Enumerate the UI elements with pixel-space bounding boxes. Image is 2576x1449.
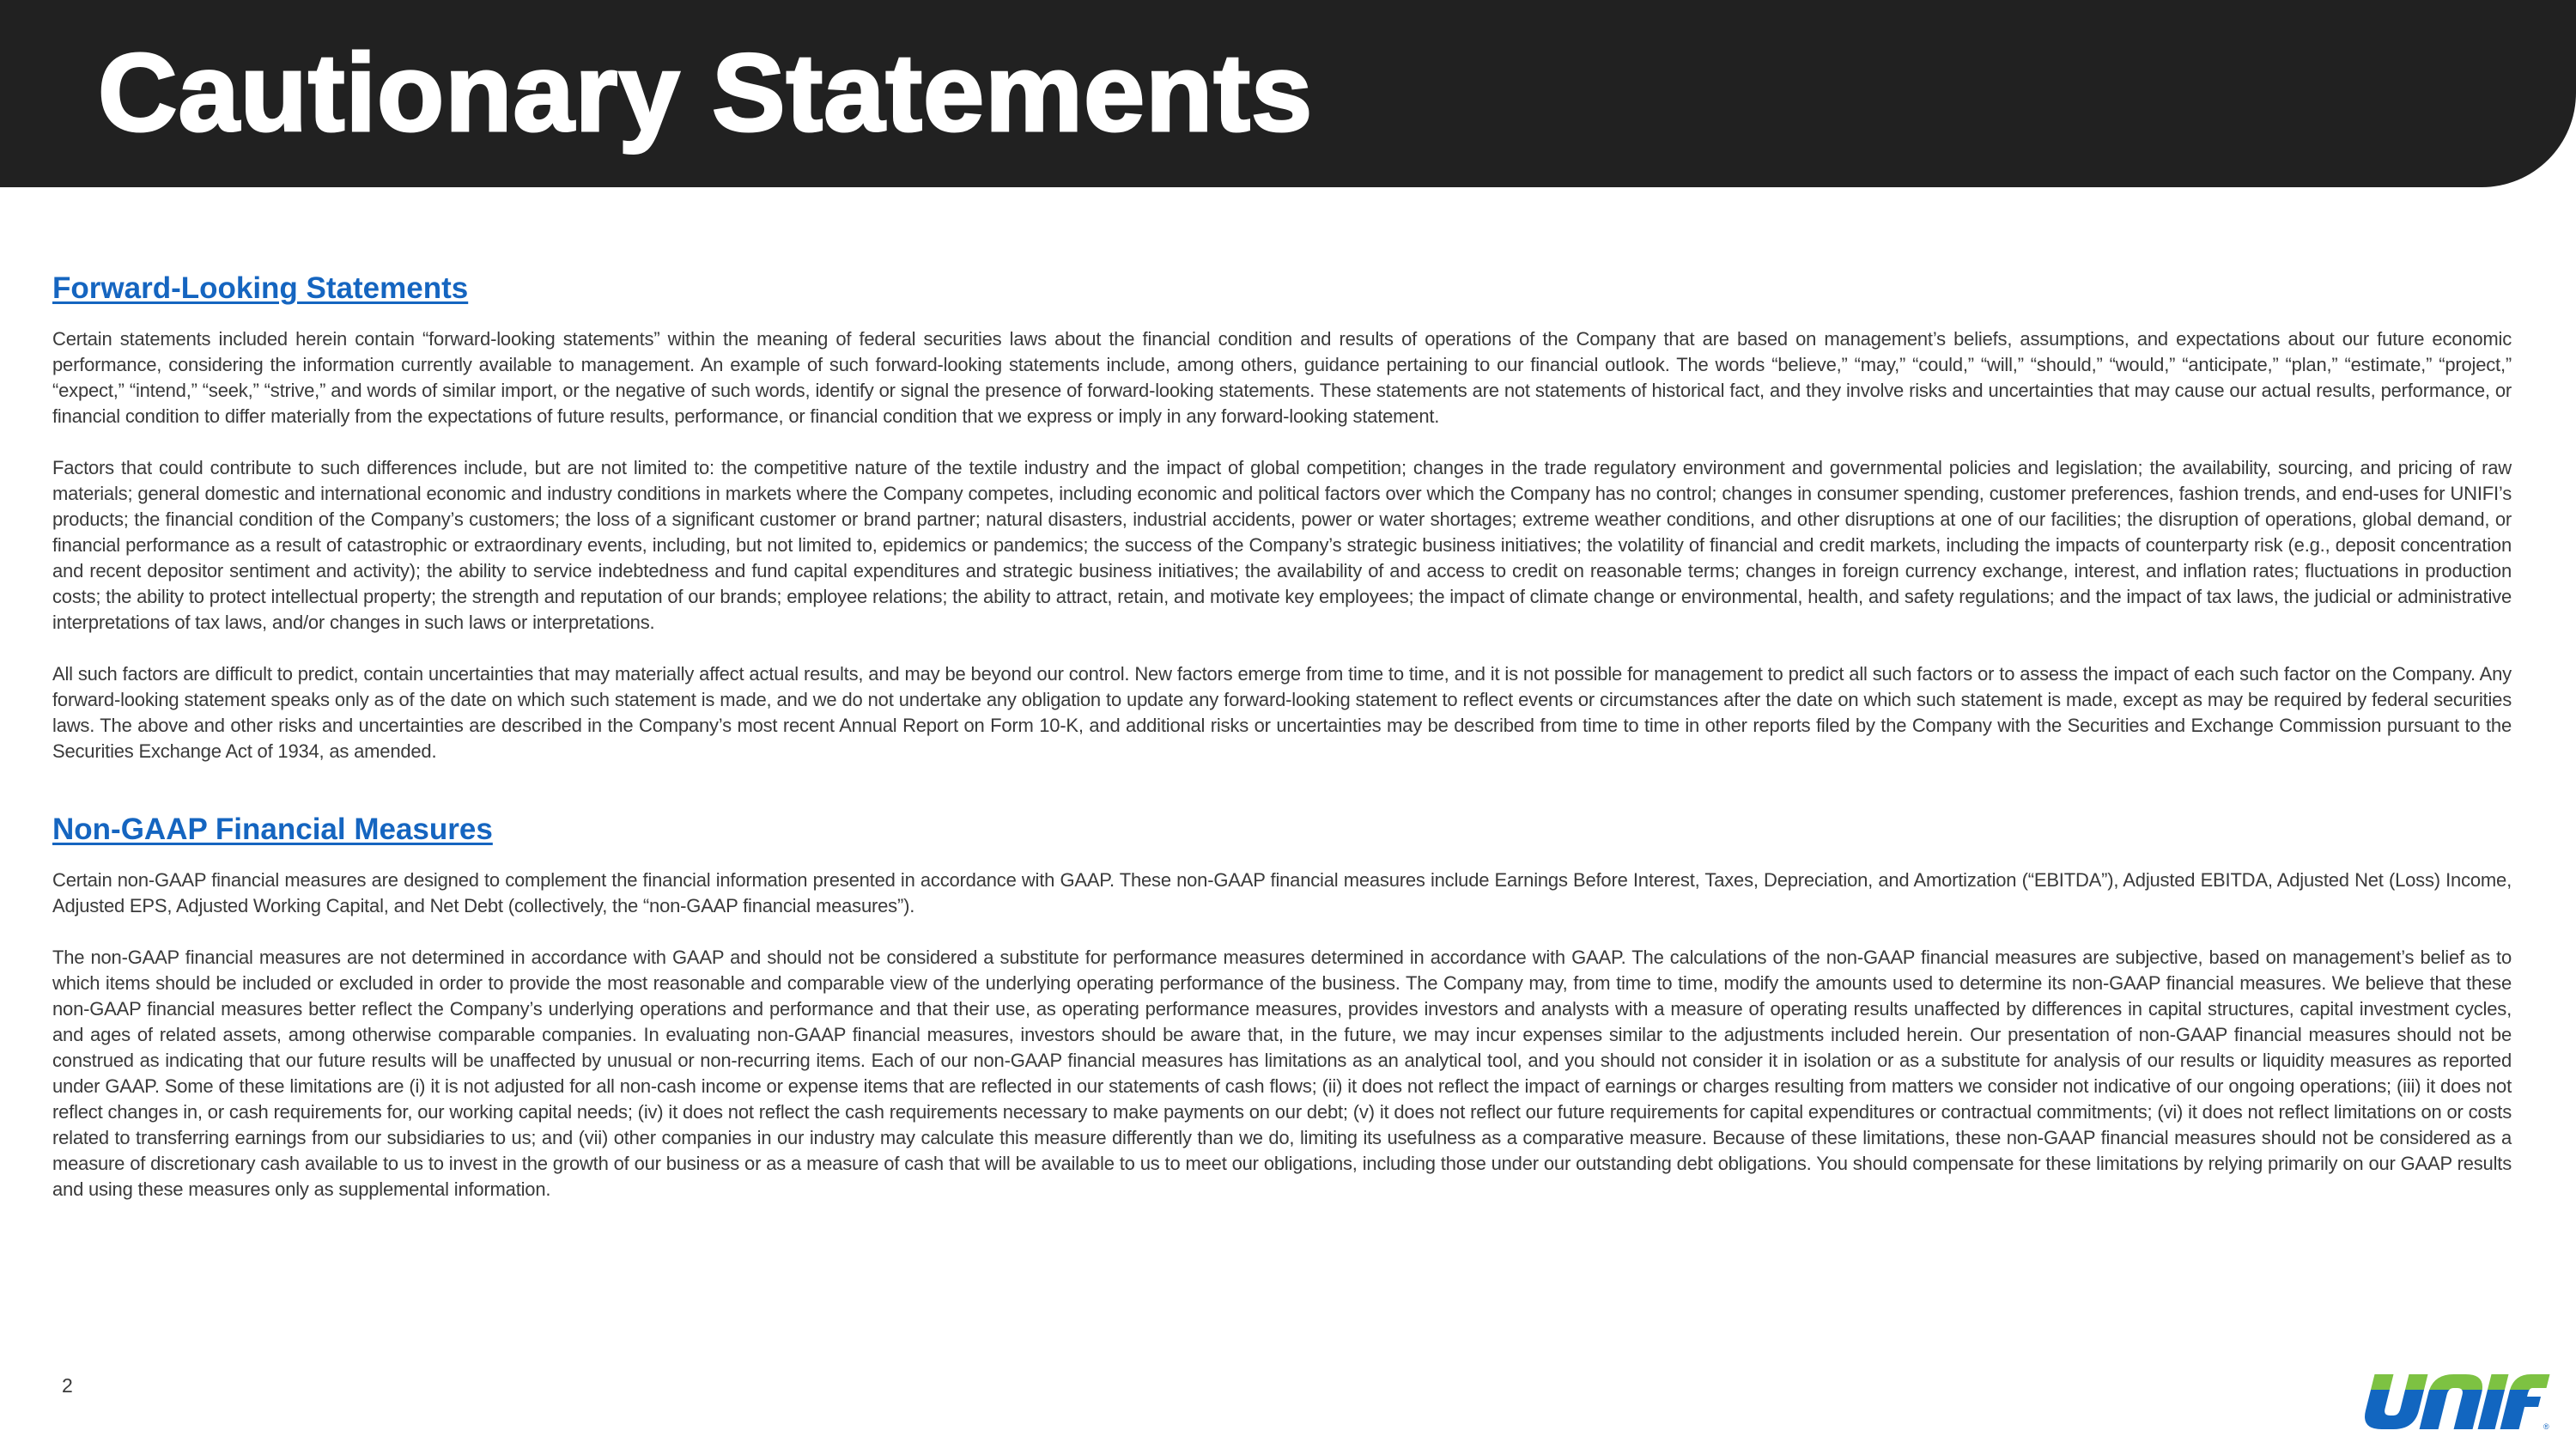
page-title: Cautionary Statements <box>98 32 1314 155</box>
paragraph: The non-GAAP financial measures are not determined in accordance with GAAP and should not be considered a substitute for performance measures determined in accordance with GAAP. The calculations of the non-GAAP financial measures are subjective, based on management’s belief as to which items should be included or excluded in order to provide the most reasonable and comparable view of the underlying operating performance of the business. The Company may, from time to time, modify the amounts used to determine its non-GAAP financial measures. We believe that these non-GAAP financial measures better reflect the Company’s underlying operations and performance and that their use, as operating performance measures, provides investors and analysts with a measure of operating results unaffected by differences in capital structures, capital investment cycles, and ages of related assets, among otherwise comparable companies. In evaluating non-GAAP financial measures, investors should be aware that, in the future, we may incur expenses similar to the adjustments included herein. Our presentation of non-GAAP financial measures should not be construed as indicating that our future results will be unaffected by unusual or non-recurring items. Each of our non-GAAP financial measures has limitations as an analytical tool, and you should not consider it in isolation or as a substitute for analysis of our results or liquidity measures as reported under GAAP. Some of these limitations are (i) it is not adjusted for all non-cash income or expense items that are reflected in our statements of cash flows; (ii) it does not reflect the impact of earnings or charges resulting from matters we consider not indicative of our ongoing operations; (iii) it does not reflect changes in, or cash requirements for, our working capital needs; (iv) it does not reflect the cash requirements necessary to make payments on our debt; (v) it does not reflect our future requirements for capital expenditures or contractual commitments; (vi) it does not reflect limitations on or costs related to transferring earnings from our subsidiaries to us; and (vii) other companies in our industry may calculate this measure differently than we do, limiting its usefulness as a comparative measure. Because of these limitations, these non-GAAP financial measures should not be considered as a measure of discretionary cash available to us to invest in the growth of our business or as a measure of cash that will be available to us to meet our obligations, including those under our outstanding debt obligations. You should compensate for these limitations by relying primarily on our GAAP results and using these measures only as supplemental information. <box>52 947 2512 1200</box>
page-number: 2 <box>62 1374 73 1397</box>
paragraph: Certain statements included herein contain “forward-looking statements” within the meaning of federal securities laws about the financial condition and results of operations of the Company that are based on management’s beliefs, assumptions, and expectations about our future economic performance, considering the information currently available to management. An example of such forward-looking statements include, among others, guidance pertaining to our financial outlook. The words “believe,” “may,” “could,” “will,” “should,” “would,” “anticipate,” “plan,” “estimate,” “project,” “expect,” “intend,” “seek,” “strive,” and words of similar import, or the negative of such words, identify or signal the presence of forward-looking statements. These statements are not statements of historical fact, and they involve risks and uncertainties that may cause our actual results, performance, or financial condition to differ materially from the expectations of future results, performance, or financial condition that we express or imply in any forward-looking statement. <box>52 328 2512 427</box>
content-area <box>52 268 2512 1202</box>
section-heading-forward-looking: Forward-Looking Statements <box>52 271 469 305</box>
header-bar <box>0 0 2576 187</box>
section-forward-looking-statements <box>52 268 2512 764</box>
unifi-logo-icon <box>2360 1366 2557 1434</box>
section-heading-non-gaap: Non-GAAP Financial Measures <box>52 813 493 846</box>
paragraph: Certain non-GAAP financial measures are designed to complement the financial information presented in accordance with GAAP. These non-GAAP financial measures include Earnings Before Interest, Taxes, Depreciation, and Amortization (“EBITDA”), Adjusted EBITDA, Adjusted Net (Loss) Income, Adjusted EPS, Adjusted Working Capital, and Net Debt (collectively, the “non-GAAP financial measures”). <box>52 869 2512 916</box>
paragraph: Factors that could contribute to such differences include, but are not limited to: the competitive nature of the textile industry and the impact of global competition; changes in the trade regulatory environment and governmental policies and legislation; the availability, sourcing, and pricing of raw materials; general domestic and international economic and industry conditions in markets where the Company competes, including economic and political factors over which the Company has no control; changes in consumer spending, customer preferences, fashion trends, and end-uses for UNIFI’s products; the financial condition of the Company’s customers; the loss of a significant customer or brand partner; natural disasters, industrial accidents, power or water shortages; extreme weather conditions, and other disruptions at one of our facilities; the disruption of operations, global demand, or financial performance as a result of catastrophic or extraordinary events, including, but not limited to, epidemics or pandemics; the success of the Company’s strategic business initiatives; the volatility of financial and credit markets, including the impacts of counterparty risk (e.g., deposit concentration and recent depositor sentiment and activity); the ability to service indebtedness and fund capital expenditures and strategic business initiatives; the availability of and access to credit on reasonable terms; changes in foreign currency exchange, interest, and inflation rates; fluctuations in production costs; the ability to protect intellectual property; the strength and reputation of our brands; employee relations; the ability to attract, retain, and motivate key employees; the impact of climate change or environmental, health, and safety regulations; and the impact of tax laws, the judicial or administrative interpretations of tax laws, and/or changes in such laws or interpretations. <box>52 457 2512 633</box>
section-non-gaap-financial-measures <box>52 809 2512 1202</box>
registered-mark: ® <box>2543 1422 2549 1431</box>
paragraph: All such factors are difficult to predict, contain uncertainties that may materially affect actual results, and may be beyond our control. New factors emerge from time to time, and it is not possible for management to predict all such factors or to assess the impact of each such factor on the Company. Any forward-looking statement speaks only as of the date on which such statement is made, and we do not undertake any obligation to update any forward-looking statement to reflect events or circumstances after the date on which such statement is made, except as may be required by federal securities laws. The above and other risks and uncertainties are described in the Company’s most recent Annual Report on Form 10-K, and additional risks or uncertainties may be described from time to time in other reports filed by the Company with the Securities and Exchange Commission pursuant to the Securities Exchange Act of 1934, as amended. <box>52 663 2512 762</box>
